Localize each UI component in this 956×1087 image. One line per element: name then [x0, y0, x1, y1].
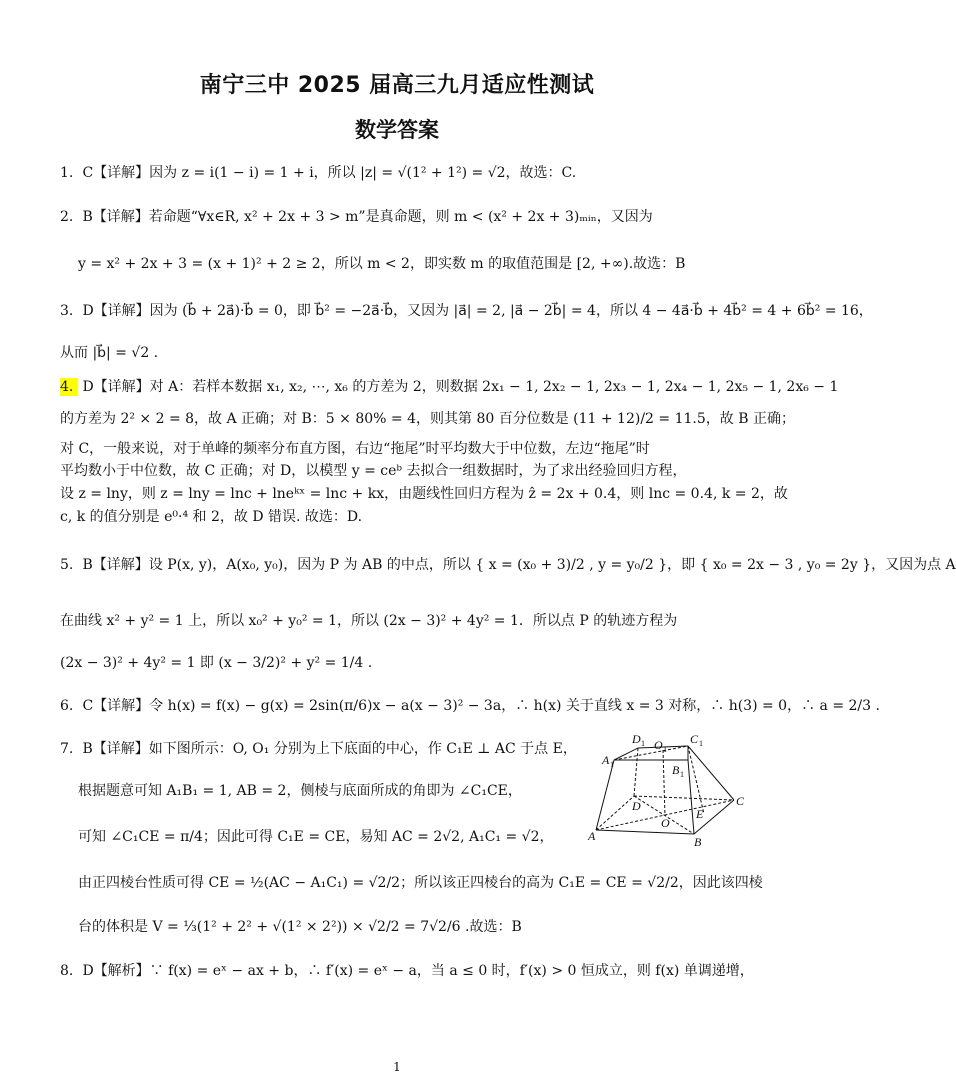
answer-4-line-2: 的方差为 2² × 2 = 8，故 A 正确；对 B：5 × 80% = 4，则其第 80 百分位数是 (11 + 12)/2 = 11.5，故 B 正确；: [60, 411, 795, 427]
edge-AB: [596, 830, 694, 834]
answer-4-line-3: 对 C，一般来说，对于单峰的频率分布直方图，右边“拖尾”时平均数大于中位数，左边“拖尾”时: [60, 441, 650, 457]
answer-2-line-2: y = x² + 2x + 3 = (x + 1)² + 2 ≥ 2，所以 m < 2，即实数 m 的取值范围是 [2, +∞).故选：B: [78, 256, 686, 272]
label-O: O: [661, 816, 670, 830]
answer-text: C【详解】令 h(x) = f(x) − g(x) = 2sin(π/6)x − a(x − 3)² − 3a，∴ h(x) 关于直线 x = 3 对称，∴ h(3) = 0，∴ a = 2/3 .: [82, 698, 880, 714]
answer-8-line-1: [60, 962, 760, 980]
answer-4-line-1: [60, 378, 839, 396]
page-subtitle: 数学答案: [355, 118, 439, 142]
label-D1-sub: 1: [641, 739, 645, 748]
lateral-BB1: [688, 760, 694, 834]
answer-1-line-1: [60, 164, 760, 182]
answer-number: 1.: [60, 165, 74, 181]
answer-text: C【详解】因为 z = i(1 − i) = 1 + i，所以 |z| = √(1² + 1²) = √2，故选：C.: [82, 165, 577, 181]
frustum-diagram: [586, 730, 756, 848]
label-C: C: [736, 794, 745, 808]
answer-number: 8.: [60, 963, 74, 979]
edge-DC: [634, 796, 734, 800]
answer-7-line-5: 台的体积是 V = ⅓(1² + 2² + √(1² × 2²)) × √2/2 = 7√2/6 .故选：B: [78, 919, 522, 935]
lateral-CC1: [688, 746, 734, 800]
answer-number: 2.: [60, 209, 74, 225]
page-title: 南宁三中 2025 届高三九月适应性测试: [199, 73, 595, 98]
answer-number: 5.: [60, 557, 74, 573]
label-B: B: [694, 835, 702, 849]
answer-7-line-1: [60, 740, 580, 758]
answer-5-line-1: [60, 556, 956, 574]
answer-7-line-2: 根据题意可知 A₁B₁ = 1, AB = 2，侧棱与底面所成的角即为 ∠C₁CE，: [78, 783, 522, 799]
answer-text: B【详解】如下图所示：O, O₁ 分别为上下底面的中心，作 C₁E ⊥ AC 于点 E，: [82, 741, 577, 757]
lateral-DD1: [634, 748, 638, 796]
answer-text: B【详解】设 P(x, y)，A(x₀, y₀)，因为 P 为 AB 的中点，所以 { x = (x₀ + 3)/2 , y = y₀/2 }，即 { x₀ = 2x − 3 , y₀ = 2y }，又因为点 A: [82, 557, 956, 573]
answer-4-line-6: c, k 的值分别是 e⁰·⁴ 和 2，故 D 错误. 故选：D.: [60, 509, 363, 525]
answer-7-line-3: 可知 ∠C₁CE = π/4；因此可得 C₁E = CE，易知 AC = 2√2, A₁C₁ = √2，: [78, 829, 554, 845]
answer-number: 7.: [60, 741, 74, 757]
label-C1-sub: 1: [699, 739, 703, 748]
answer-5-line-2: 在曲线 x² + y² = 1 上，所以 x₀² + y₀² = 1，所以 (2x − 3)² + 4y² = 1．所以点 P 的轨迹方程为: [60, 613, 678, 629]
label-A1-sub: 1: [610, 760, 614, 769]
label-D: D: [632, 799, 641, 813]
answer-2-line-1: [60, 208, 760, 226]
answer-text: D【详解】对 A：若样本数据 x₁, x₂, ⋯, x₆ 的方差为 2，则数据 2x₁ − 1, 2x₂ − 1, 2x₃ − 1, 2x₄ − 1, 2x₅ − 1, 2x₆ − 1: [82, 379, 839, 395]
label-E: E: [696, 807, 704, 821]
answer-4-line-5: 设 z = lny，则 z = lny = lnc + lneᵏˣ = lnc + kx，由题线性回归方程为 ẑ = 2x + 0.4，则 lnc = 0.4, k = 2，故: [60, 486, 788, 502]
answer-number-highlighted: 4.: [60, 378, 78, 396]
answer-4-line-4: 平均数小于中位数，故 C 正确；对 D，以模型 y = ceᵇ 去拟合一组数据时，为了求出经验回归方程，: [60, 463, 687, 479]
label-B1: B: [672, 763, 680, 777]
answer-number: 6.: [60, 698, 74, 714]
answer-7-line-4: 由正四棱台性质可得 CE = ½(AC − A₁C₁) = √2/2；所以该正四棱台的高为 C₁E = CE = √2/2，因此该四棱: [78, 875, 763, 891]
frustum-figure: [586, 730, 756, 848]
answer-text: D【详解】因为 (b⃗ + 2a⃗)·b⃗ = 0，即 b⃗² = −2a⃗·b⃗，又因为 |a⃗| = 2, |a⃗ − 2b⃗| = 4，所以 4 − 4a⃗·b⃗ + 4b⃗² = 4 + 6b⃗² = 16，: [82, 303, 873, 319]
answer-number: 3.: [60, 303, 74, 319]
label-O1-sub: 1: [663, 745, 667, 754]
answer-3-line-2: 从而 |b⃗| = √2 .: [60, 345, 159, 361]
answer-5-line-3: (2x − 3)² + 4y² = 1 即 (x − 3/2)² + y² = 1/4 .: [60, 655, 373, 671]
answer-text: B【详解】若命题“∀x∈R, x² + 2x + 3 > m”是真命题，则 m < (x² + 2x + 3)ₘᵢₙ，又因为: [82, 209, 653, 225]
answer-6-line-1: [60, 697, 880, 715]
lateral-AA1: [596, 760, 614, 830]
answer-3-line-1: [60, 302, 873, 320]
height-C1E: [688, 746, 704, 814]
label-C1: C: [690, 732, 699, 746]
diagonal-A1C1: [614, 746, 688, 760]
edge-AD: [596, 796, 634, 830]
answer-text: D【解析】∵ f(x) = eˣ − ax + b，∴ f′(x) = eˣ − a，当 a ≤ 0 时，f′(x) > 0 恒成立，则 f(x) 单调递增，: [82, 963, 754, 979]
label-O1: O: [654, 738, 663, 752]
label-B1-sub: 1: [680, 770, 684, 779]
label-D1: D: [632, 732, 641, 746]
page-number: 1: [393, 1060, 401, 1074]
label-A: A: [588, 829, 596, 843]
label-A1: A: [602, 753, 610, 767]
